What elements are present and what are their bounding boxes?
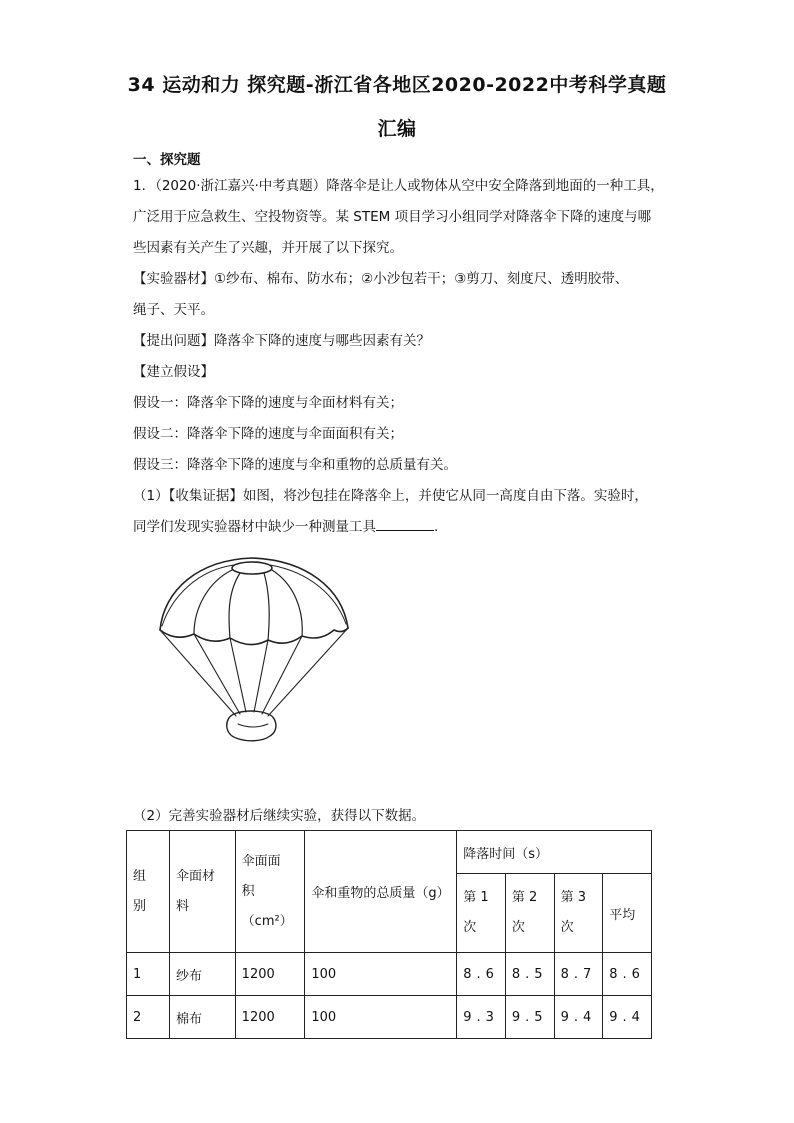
cell-area: 1200 [235,996,305,1039]
cell-trial-1: 8.6 [457,953,506,996]
part1-line-2 [133,515,438,535]
cell-trial-2: 9.5 [505,996,554,1039]
part1-line-2-text: 同学们发现实验器材中缺少一种测量工具 [133,519,376,535]
cell-group: 1 [127,953,170,996]
part1-line-2-end: . [434,519,439,535]
header-area: 伞面面 积（cm²） [235,831,305,953]
header-average: 平均 [603,874,652,953]
header-trial-2: 第 2 次 [505,874,554,953]
header-trial-3: 第 3 次 [554,874,603,953]
cell-trial-2: 8.5 [505,953,554,996]
header-group: 组 别 [127,831,170,953]
part2-line: （2）完善实验器材后继续实验，获得以下数据。 [133,808,426,824]
answer-blank [376,516,434,531]
cell-trial-3: 9.4 [554,996,603,1039]
section-heading: 一、探究题 [133,152,201,168]
table-row [127,996,652,1039]
cell-trial-3: 8.7 [554,953,603,996]
question-intro-line-2: 广泛用于应急救生、空投物资等。某 STEM 项目学习小组同学对降落伞下降的速度与哪 [133,209,652,225]
page-title: 34 运动和力 探究题-浙江省各地区2020-2022中考科学真题 [127,74,667,96]
part1-line-1: （1）【收集证据】如图，将沙包挂在降落伞上，并使它从同一高度自由下落。实验时， [133,488,648,504]
materials-line-1: 【实验器材】①纱布、棉布、防水布；②小沙包若干；③剪刀、刻度尺、透明胶带、 [133,271,629,287]
table-header-row [127,831,652,874]
cell-mass: 100 [305,996,457,1039]
cell-material: 棉布 [170,996,236,1039]
problem-statement: 【提出问题】降落伞下降的速度与哪些因素有关？ [133,333,430,349]
question-intro-line-3: 些因素有关产生了兴趣，并开展了以下探究。 [133,240,403,256]
cell-average: 9.4 [603,996,652,1039]
cell-area: 1200 [235,953,305,996]
hypothesis-heading: 【建立假设】 [133,364,214,380]
hypothesis-2: 假设二：降落伞下降的速度与伞面面积有关； [133,426,403,442]
header-trial-1: 第 1 次 [457,874,506,953]
cell-average: 8.6 [603,953,652,996]
cell-group: 2 [127,996,170,1039]
header-time: 降落时间（s） [457,831,652,874]
question-intro-line-1: 1．（2020·浙江嘉兴·中考真题）降落伞是让人或物体从空中安全降落到地面的一种工具， [133,178,664,194]
cell-trial-1: 9.3 [457,996,506,1039]
data-table [126,830,652,1039]
cell-mass: 100 [305,953,457,996]
hypothesis-3: 假设三：降落伞下降的速度与伞和重物的总质量有关。 [133,457,457,473]
header-material: 伞面材 料 [170,831,236,953]
page-title-continued: 汇编 [377,118,417,140]
parachute-illustration-icon [150,548,360,748]
materials-line-2: 绳子、天平。 [133,302,214,318]
cell-material: 纱布 [170,953,236,996]
header-mass: 伞和重物的总质量（g） [305,831,457,953]
hypothesis-1: 假设一：降落伞下降的速度与伞面材料有关； [133,395,403,411]
table-row [127,953,652,996]
